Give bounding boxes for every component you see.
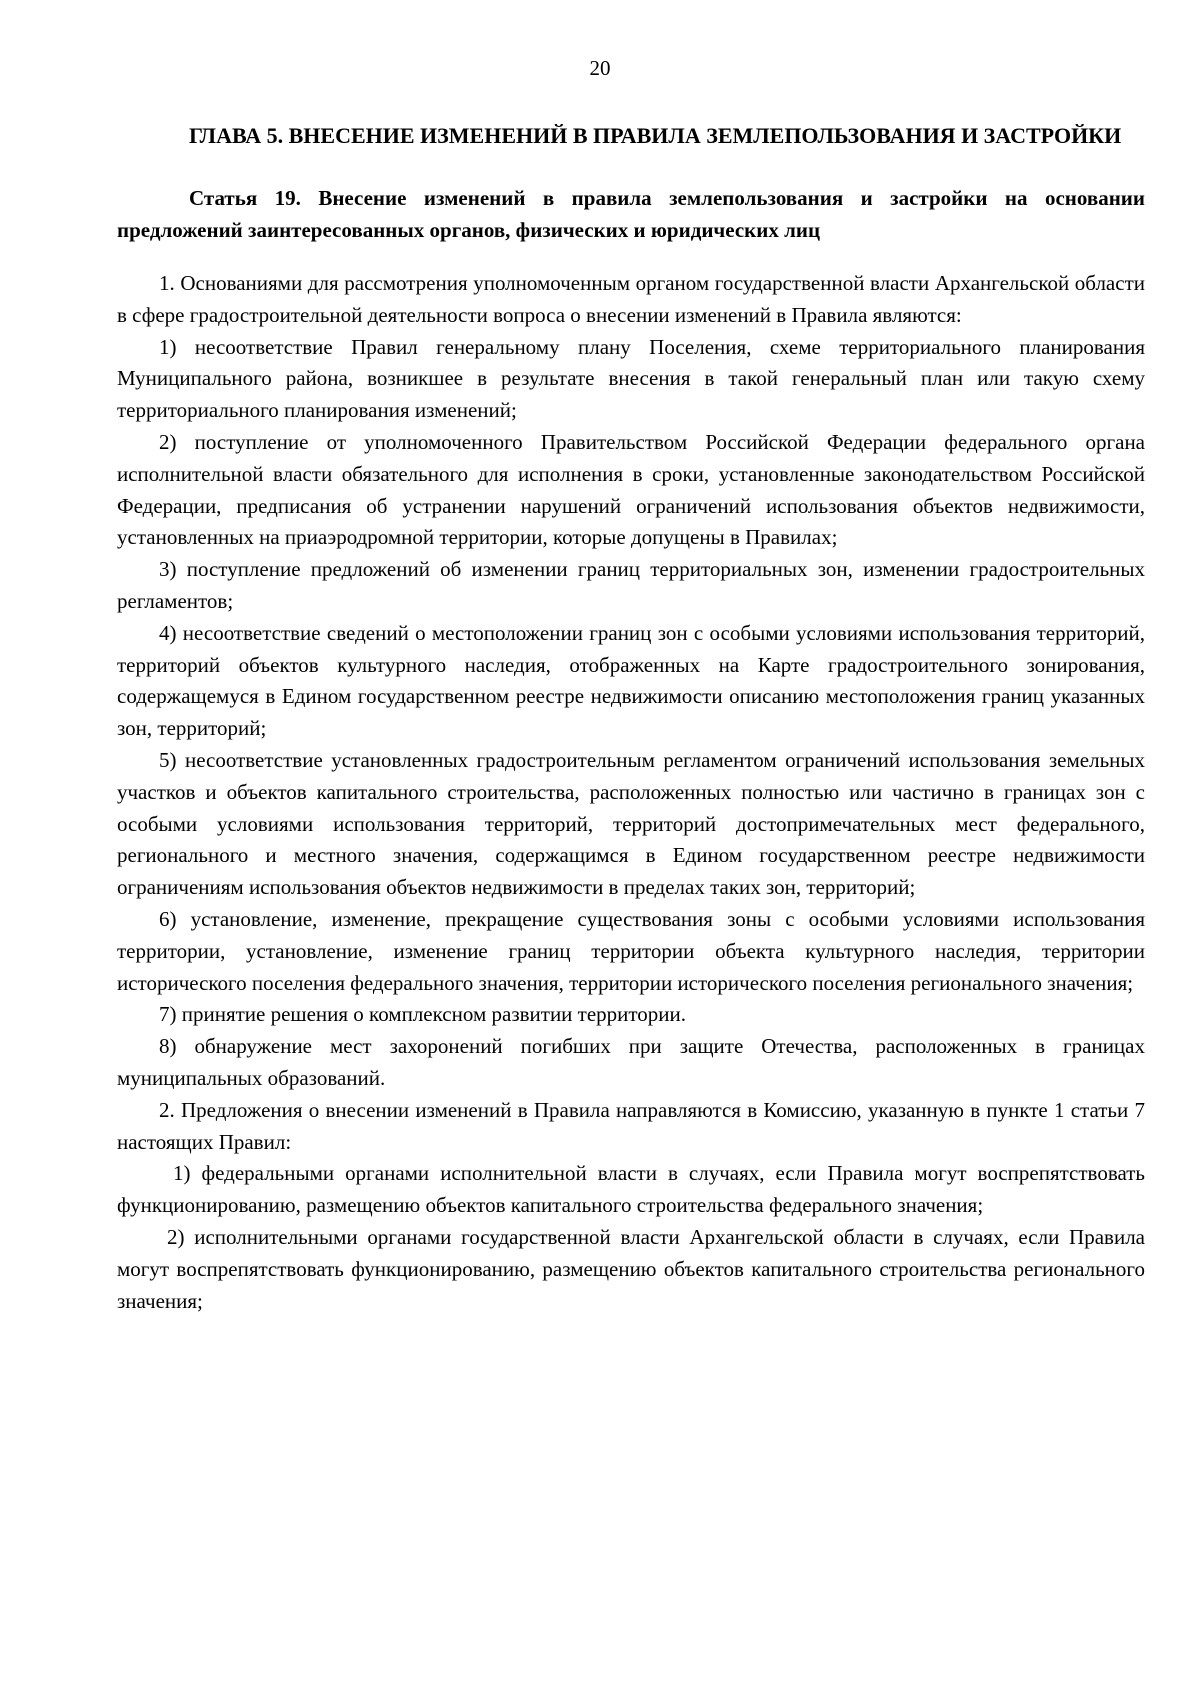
paragraph-item-2-1: 1) федеральными органами исполнительной власти в случаях, если Правила могут воспрепятствовать функционированию, размещению объектов капитального строительства федерального значения;: [117, 1161, 1145, 1218]
paragraph-item-2-2: 2) исполнительными органами государственной власти Архангельской области в случаях, если Правила могут воспрепятствовать функционированию, размещению объектов капитального строительства регионального значения;: [117, 1224, 1145, 1313]
article-title: Статья 19. Внесение изменений в правила землепользования и застройки на основании предложений заинтересованных органов, физических и юридических лиц: [117, 186, 1145, 242]
paragraph-item-1-2: 2) поступление от уполномоченного Правительством Российской Федерации федерального органа исполнительной власти обязательного для исполнения в сроки, установленные законодательством Российской Федерации, предписания об устранении нарушений ограничений использования объектов недвижимости, установленных на приаэродромной территории, которые допущены в Правилах;: [117, 429, 1145, 550]
paragraph-clause-1: 1. Основаниями для рассмотрения уполномоченным органом государственной власти Архангельской области в сфере градостроительной деятельности вопроса о внесении изменений в Правила являются:: [117, 271, 1145, 327]
paragraph-item-1-3: 3) поступление предложений об изменении границ территориальных зон, изменении градостроительных регламентов;: [117, 557, 1145, 613]
paragraph-item-1-8: 8) обнаружение мест захоронений погибших при защите Отечества, расположенных в границах муниципальных образований.: [117, 1034, 1145, 1090]
paragraph-item-1-1: 1) несоответствие Правил генеральному плану Поселения, схеме территориального планирования Муниципального района, возникшее в результате внесения в такой генеральный план или такую схему территориального планирования изменений;: [117, 334, 1145, 423]
paragraph-item-1-4: 4) несоответствие сведений о местоположении границ зон с особыми условиями использования территорий, территорий объектов культурного наследия, отображенных на Карте градостроительного зонирования, содержащемуся в Едином государственном реестре недвижимости описанию местоположения границ указанных зон, территорий;: [117, 620, 1145, 741]
paragraph-item-1-6: 6) установление, изменение, прекращение существования зоны с особыми условиями использования территории, установление, изменение границ территории объекта культурного наследия, территории исторического поселения федерального значения, территории исторического поселения регионального значения;: [117, 906, 1145, 995]
chapter-title: ГЛАВА 5. ВНЕСЕНИЕ ИЗМЕНЕНИЙ В ПРАВИЛА ЗЕМЛЕПОЛЬЗОВАНИЯ И ЗАСТРОЙКИ: [189, 123, 1122, 148]
document-body: [117, 120, 1145, 1317]
paragraph-item-1-5: 5) несоответствие установленных градостроительным регламентом ограничений использования земельных участков и объектов капитального строительства, расположенных полностью или частично в границах зон с особыми условиями использования территорий, территорий достопримечательных мест федерального, регионального и местного значения, содержащимся в Едином государственном реестре недвижимости ограничениям использования объектов недвижимости в пределах таких зон, территорий;: [117, 747, 1145, 900]
paragraph-clause-2: 2. Предложения о внесении изменений в Правила направляются в Комиссию, указанную в пункте 1 статьи 7 настоящих Правил:: [117, 1097, 1145, 1154]
page-number: 20: [589, 56, 611, 80]
paragraph-item-1-7: 7) принятие решения о комплексном развитии территории.: [159, 1002, 687, 1027]
